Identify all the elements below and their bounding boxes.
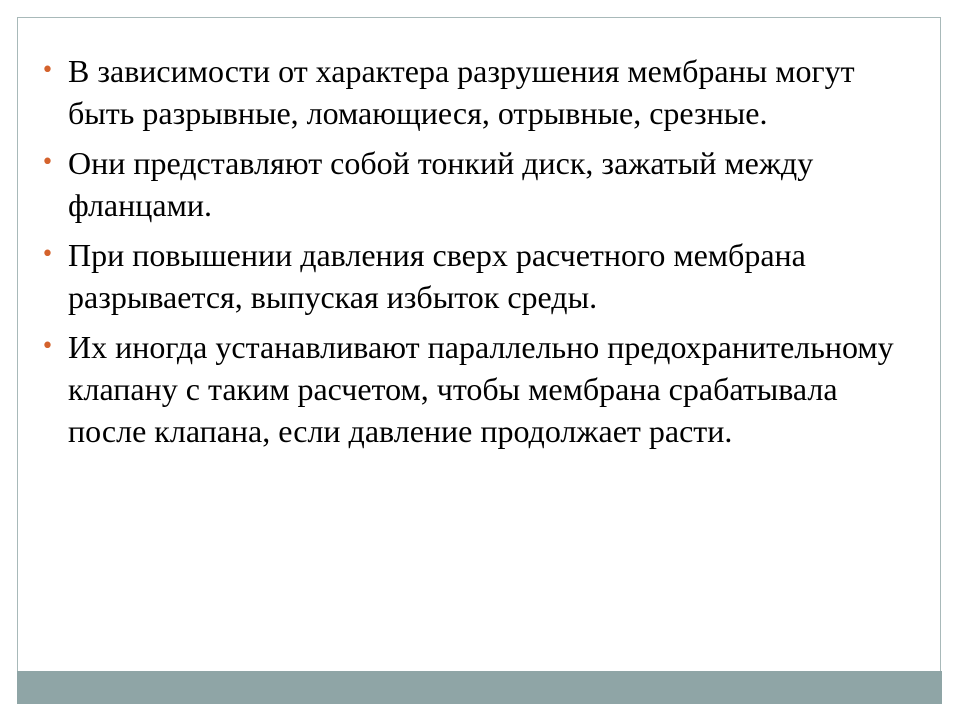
bullet-dot-icon: • <box>41 58 54 83</box>
bullet-text: Их иногда устанавливают параллельно предохранительному клапану с таким расчетом, чтобы мембрана срабатывала после клапана, если давление продолжает расти. <box>68 329 894 449</box>
bullet-item <box>36 142 916 226</box>
bullet-item <box>36 50 916 134</box>
bullet-text: При повышении давления сверх расчетного мембрана разрывается, выпуская избыток среды. <box>68 237 806 315</box>
bullet-text: В зависимости от характера разрушения мембраны могут быть разрывные, ломающиеся, отрывные, срезные. <box>68 53 855 131</box>
bullet-item <box>36 234 916 318</box>
bullet-dot-icon: • <box>41 334 54 359</box>
bullet-item <box>36 326 916 452</box>
bullet-text: Они представляют собой тонкий диск, зажатый между фланцами. <box>68 145 814 223</box>
footer-bar <box>17 671 942 704</box>
bullet-dot-icon: • <box>41 242 54 267</box>
bullet-dot-icon: • <box>41 150 54 175</box>
bullet-list <box>36 50 916 460</box>
